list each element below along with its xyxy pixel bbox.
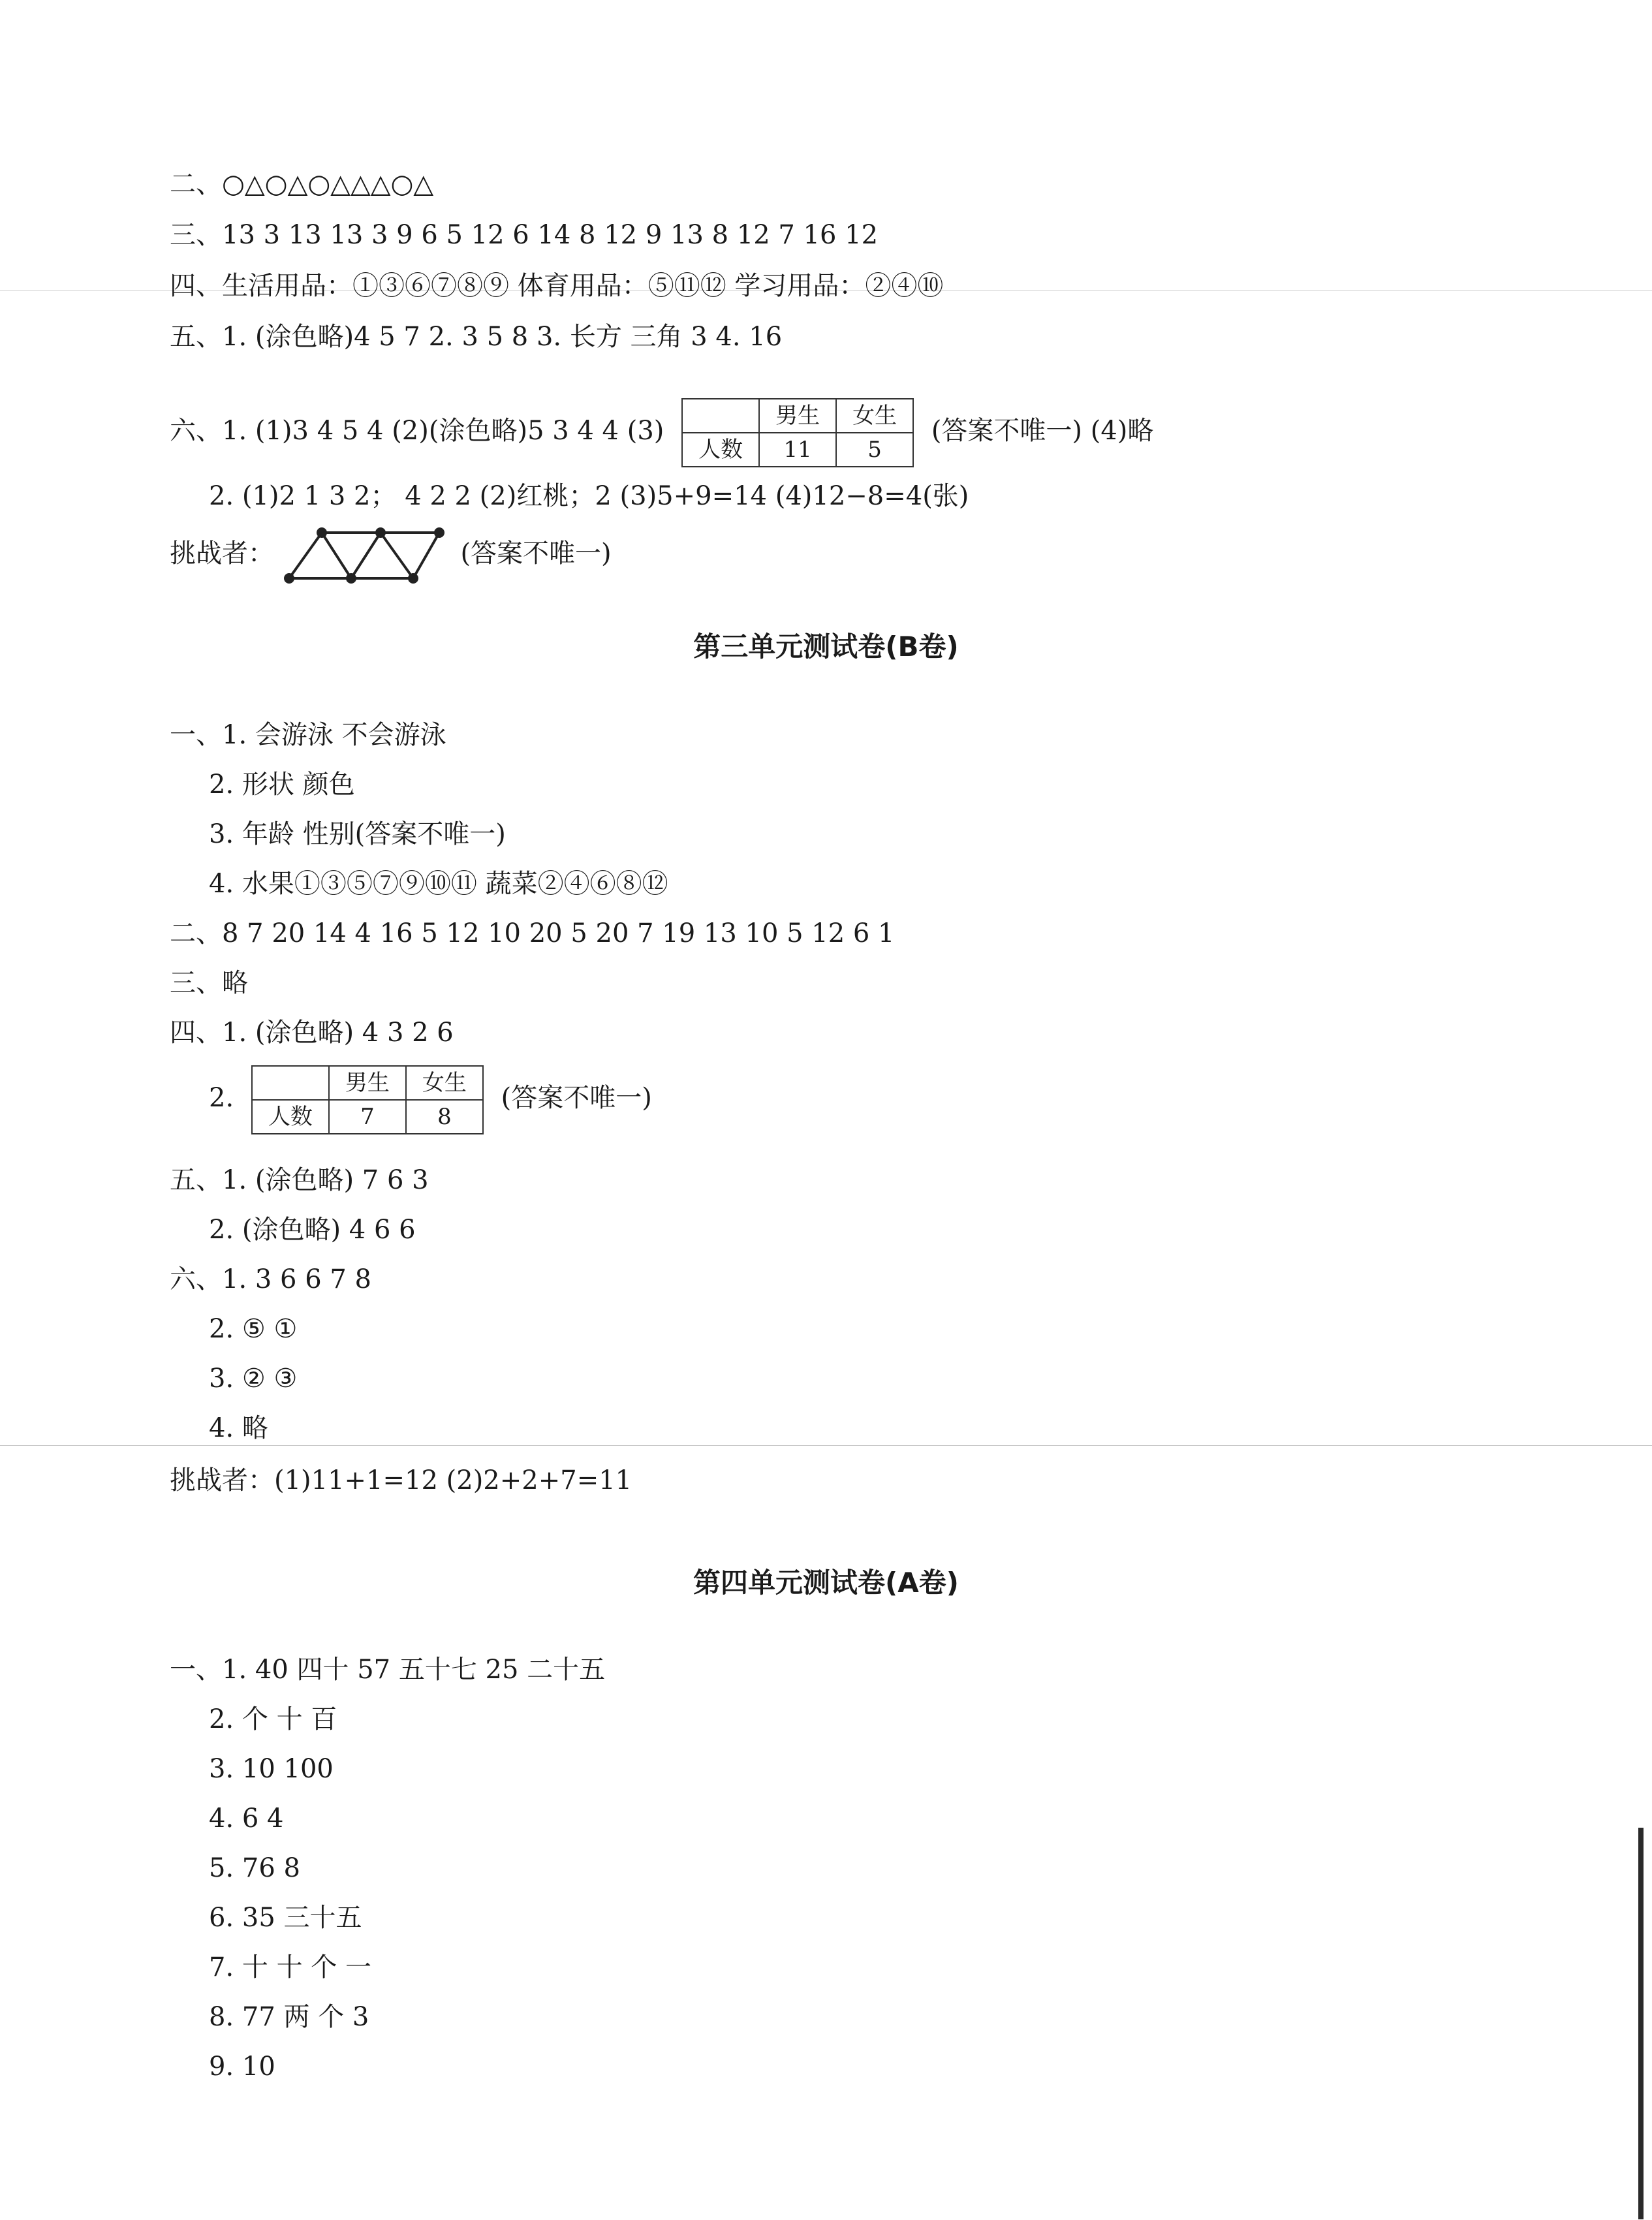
u3b-line-6: 三、略	[170, 968, 248, 998]
answer-line-6-q1	[170, 398, 1153, 467]
scan-edge-mark	[1638, 1828, 1644, 2219]
answer-line-4: 四、生活用品：①③⑥⑦⑧⑨ 体育用品：⑤⑪⑫ 学习用品：②④⑩	[170, 271, 944, 301]
table-row-label: 人数	[252, 1100, 329, 1134]
u3b-line-8: 五、1. (涂色略) 7 6 3	[170, 1165, 429, 1195]
u4a-line-9: 9. 10	[209, 2052, 275, 2082]
u3b-line-10: 六、1. 3 6 6 7 8	[170, 1264, 371, 1294]
table-cell-girls: 5	[836, 433, 913, 467]
table-header-girls: 女生	[836, 399, 913, 433]
table-cell-girls: 8	[406, 1100, 483, 1134]
q1-suffix: (答案不唯一) (4)略	[931, 416, 1154, 446]
q2-prefix: 2.	[209, 1083, 234, 1113]
page-fold-line	[0, 1445, 1652, 1446]
u3b-line-1: 一、1. 会游泳 不会游泳	[170, 720, 446, 750]
u4a-line-7: 7. 十 十 个 一	[209, 1952, 372, 1982]
u4a-line-4: 4. 6 4	[209, 1804, 284, 1834]
u3b-line-3: 3. 年龄 性别(答案不唯一)	[209, 819, 506, 849]
u3b-line-4: 4. 水果①③⑤⑦⑨⑩⑪ 蔬菜②④⑥⑧⑫	[209, 869, 668, 899]
u3b-line-9: 2. (涂色略) 4 6 6	[209, 1215, 416, 1245]
section-title-unit3b: 第三单元测试卷(B卷)	[693, 631, 959, 663]
gender-count-table-2	[251, 1065, 484, 1134]
challenge-line	[170, 526, 612, 585]
u3b-line-q2-table	[209, 1065, 652, 1134]
table-header-empty	[682, 399, 759, 433]
u3b-line-13: 4. 略	[209, 1413, 268, 1443]
u3b-line-14: 挑战者：(1)11+1=12 (2)2+2+7=11	[170, 1465, 632, 1495]
u4a-line-1: 一、1. 40 四十 57 五十七 25 二十五	[170, 1655, 606, 1685]
table-header-boys: 男生	[329, 1066, 406, 1100]
answer-line-6-q2: 2. (1)2 1 3 2； 4 2 2 (2)红桃；2 (3)5+9=14 (4)12−8=4(张)	[209, 481, 969, 511]
u3b-line-2: 2. 形状 颜色	[209, 770, 355, 800]
table-row-label: 人数	[682, 433, 759, 467]
u3b-line-11: 2. ⑤ ①	[209, 1314, 298, 1344]
u4a-line-8: 8. 77 两 个 3	[209, 2002, 369, 2032]
q2-suffix: (答案不唯一)	[501, 1083, 652, 1113]
gender-count-table	[681, 398, 914, 467]
table-header-boys: 男生	[759, 399, 836, 433]
u3b-line-5: 二、8 7 20 14 4 16 5 12 10 20 5 20 7 19 13 10 5 12 6 1	[170, 918, 895, 948]
table-cell-boys: 7	[329, 1100, 406, 1134]
u3b-line-12: 3. ② ③	[209, 1364, 298, 1394]
table-header-empty	[252, 1066, 329, 1100]
answer-line-3: 三、13 3 13 13 3 9 6 5 12 6 14 8 12 9 13 8 12 7 16 12	[170, 220, 879, 250]
u3b-line-7: 四、1. (涂色略) 4 3 2 6	[170, 1018, 454, 1048]
u4a-line-6: 6. 35 三十五	[209, 1903, 362, 1933]
q1-prefix: 六、1. (1)3 4 5 4 (2)(涂色略)5 3 4 4 (3)	[170, 416, 664, 446]
section-title-unit4a: 第四单元测试卷(A卷)	[693, 1567, 959, 1599]
answer-line-5: 五、1. (涂色略)4 5 7 2. 3 5 8 3. 长方 三角 3 4. 16	[170, 322, 783, 352]
triangles-figure	[283, 526, 452, 585]
answer-line-2: 二、○△○△○△△△○△	[170, 169, 434, 199]
u4a-line-2: 2. 个 十 百	[209, 1704, 337, 1734]
u4a-line-5: 5. 76 8	[209, 1853, 300, 1883]
table-header-girls: 女生	[406, 1066, 483, 1100]
challenge-suffix: (答案不唯一)	[460, 539, 612, 569]
u4a-line-3: 3. 10 100	[209, 1754, 334, 1784]
challenge-prefix: 挑战者：	[170, 539, 274, 569]
table-cell-boys: 11	[759, 433, 836, 467]
